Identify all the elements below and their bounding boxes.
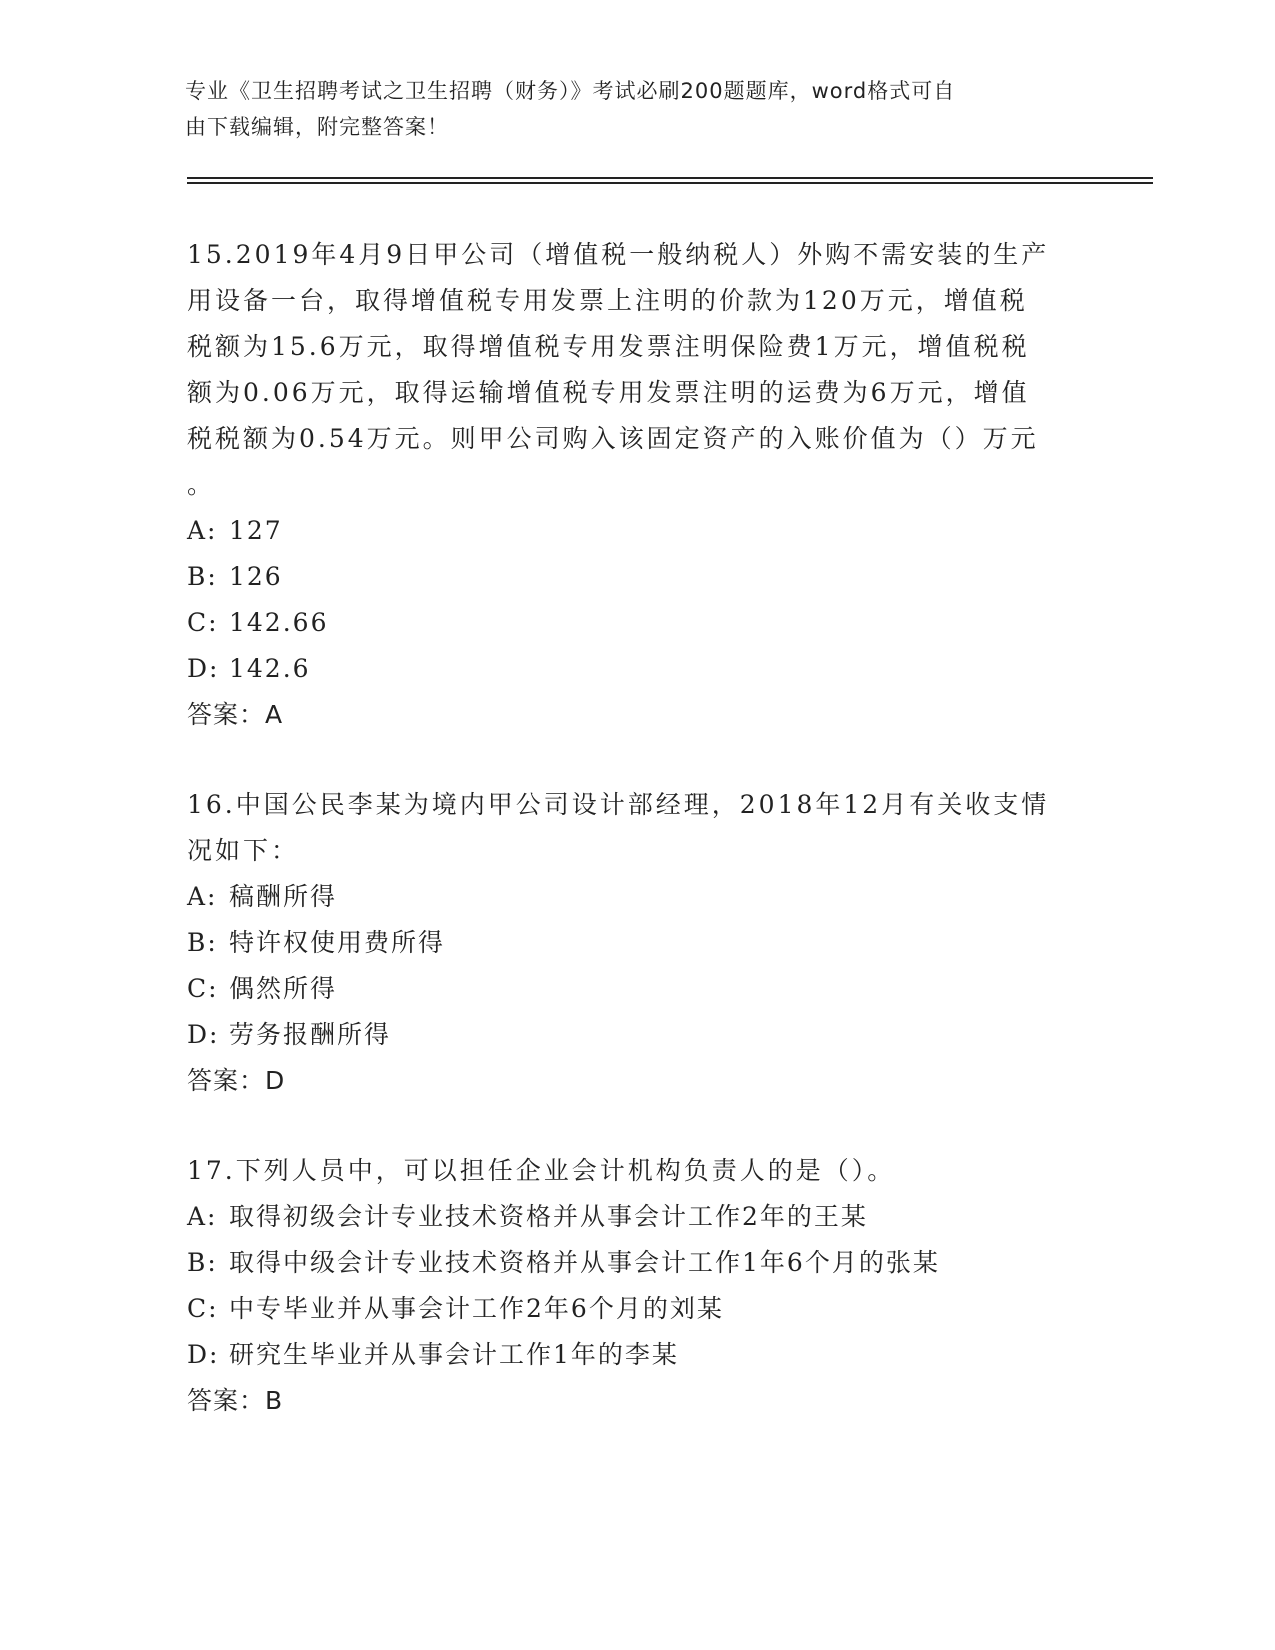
question-text (187, 232, 1087, 508)
option-label: B: (187, 1248, 218, 1277)
question-text (187, 1148, 1087, 1194)
option-label: C: (187, 1294, 219, 1323)
option-text: 研究生毕业并从事会计工作1年的李某 (229, 1340, 679, 1369)
option-label: A: (187, 516, 218, 545)
option-b (187, 920, 1087, 966)
question-block (187, 232, 1087, 738)
option-label: B: (187, 928, 218, 957)
option-text: 142.66 (229, 608, 329, 637)
question-line: 税税额为0.54万元。则甲公司购入该固定资产的入账价值为（）万元 (187, 424, 1039, 453)
document-header (185, 73, 1065, 145)
question-line: 税额为15.6万元，取得增值税专用发票注明保险费1万元，增值税税 (187, 332, 1030, 361)
question-spacer (187, 738, 1087, 782)
option-b (187, 1240, 1087, 1286)
option-text: 劳务报酬所得 (229, 1020, 392, 1049)
header-divider (187, 177, 1153, 179)
question-block (187, 1148, 1087, 1424)
question-line: 15.2019年4月9日甲公司（增值税一般纳税人）外购不需安装的生产 (187, 240, 1050, 269)
option-d (187, 646, 1087, 692)
question-block (187, 782, 1087, 1104)
option-text: 126 (229, 562, 283, 591)
option-label: C: (187, 974, 219, 1003)
option-label: D: (187, 654, 220, 683)
header-line: 专业《卫生招聘考试之卫生招聘（财务）》考试必刷200题题库，word格式可自 (185, 79, 956, 103)
option-d (187, 1332, 1087, 1378)
option-text: 稿酬所得 (229, 882, 338, 911)
answer-line: 答案：A (187, 700, 284, 729)
question-line: 额为0.06万元，取得运输增值税专用发票注明的运费为6万元，增值 (187, 378, 1030, 407)
option-text: 142.6 (229, 654, 311, 683)
option-label: A: (187, 1202, 218, 1231)
option-a (187, 1194, 1087, 1240)
option-text: 取得初级会计专业技术资格并从事会计工作2年的王某 (229, 1202, 868, 1231)
option-label: B: (187, 562, 218, 591)
question-line: 16.中国公民李某为境内甲公司设计部经理，2018年12月有关收支情 (187, 790, 1050, 819)
answer-line: 答案：B (187, 1386, 284, 1415)
header-line: 由下载编辑，附完整答案！ (185, 115, 449, 139)
question-line: 17.下列人员中，可以担任企业会计机构负责人的是（）。 (187, 1156, 896, 1185)
header-divider (187, 182, 1153, 184)
option-c (187, 1286, 1087, 1332)
option-a (187, 874, 1087, 920)
question-spacer (187, 1104, 1087, 1148)
question-list (187, 232, 1087, 1424)
question-line: 。 (187, 470, 216, 499)
option-label: D: (187, 1020, 220, 1049)
option-text: 中专毕业并从事会计工作2年6个月的刘某 (229, 1294, 724, 1323)
question-line: 况如下： (187, 836, 300, 865)
option-text: 127 (229, 516, 283, 545)
option-text: 偶然所得 (229, 974, 338, 1003)
option-label: C: (187, 608, 219, 637)
option-a (187, 508, 1087, 554)
option-b (187, 554, 1087, 600)
option-c (187, 966, 1087, 1012)
question-text (187, 782, 1087, 874)
option-label: A: (187, 882, 218, 911)
option-text: 特许权使用费所得 (229, 928, 446, 957)
option-label: D: (187, 1340, 220, 1369)
option-d (187, 1012, 1087, 1058)
answer-line: 答案：D (187, 1066, 286, 1095)
option-text: 取得中级会计专业技术资格并从事会计工作1年6个月的张某 (229, 1248, 940, 1277)
question-line: 用设备一台，取得增值税专用发票上注明的价款为120万元，增值税 (187, 286, 1028, 315)
option-c (187, 600, 1087, 646)
